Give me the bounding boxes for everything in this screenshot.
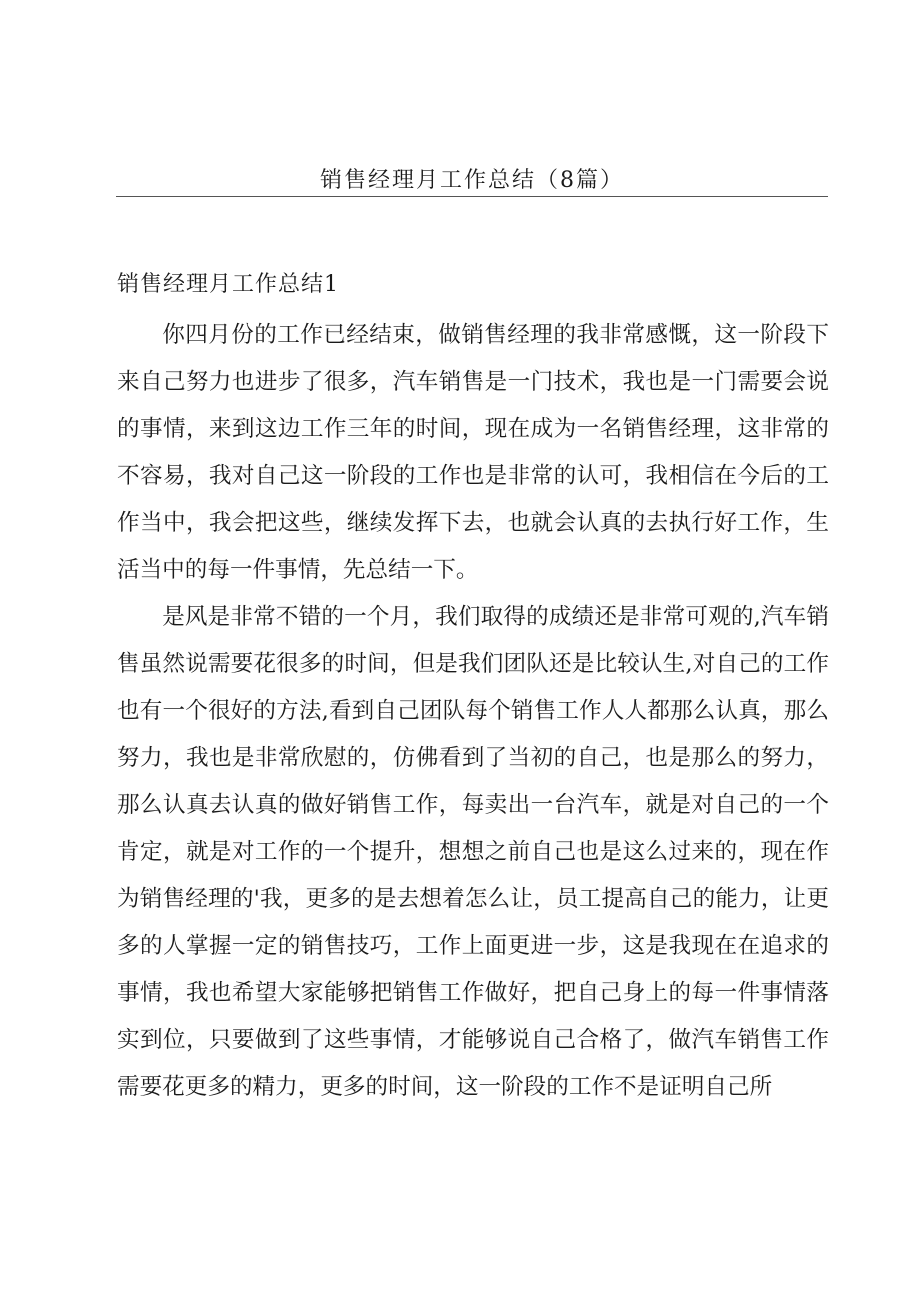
paragraph-1: 你四月份的工作已经结束，做销售经理的我非常感慨，这一阶段下来自己努力也进步了很多，汽车销售是一门技术，我也是一门需要会说的事情，来到这边工作三年的时间，现在成为一名销售经理，这非常的不容易，我对自己这一阶段的工作也是非常的认可，我相信在今后的工作当中，我会把这些，继续发挥下去，也就会认真的去执行好工作，生活当中的每一件事情，先总结一下。 <box>117 322 829 583</box>
section-heading: 销售经理月工作总结1 <box>117 272 339 297</box>
paragraph-2: 是风是非常不错的一个月，我们取得的成绩还是非常可观的,汽车销售虽然说需要花很多的时间，但是我们团队还是比较认生,对自己的工作也有一个很好的方法,看到自己团队每个销售工作人人都那么认真，那么努力，我也是非常欣慰的，仿佛看到了当初的自己，也是那么的努力，那么认真去认真的做好销售工作，每卖出一台汽车，就是对自己的一个肯定，就是对工作的一个提升，想想之前自己也是这么过来的，现在作为销售经理的'我，更多的是去想着怎么让，员工提高自己的能力，让更多的人掌握一定的销售技巧，工作上面更进一步，这是我现在在追求的事情，我也希望大家能够把销售工作做好，把自己身上的每一件事情落实到位，只要做到了这些事情，才能够说自己合格了，做汽车销售工作需要花更多的精力，更多的时间，这一阶段的工作不是证明自己所 <box>117 604 829 1100</box>
document-body <box>117 312 829 1111</box>
document-title: 销售经理月工作总结（8篇） <box>320 168 624 193</box>
title-underline <box>116 196 828 197</box>
